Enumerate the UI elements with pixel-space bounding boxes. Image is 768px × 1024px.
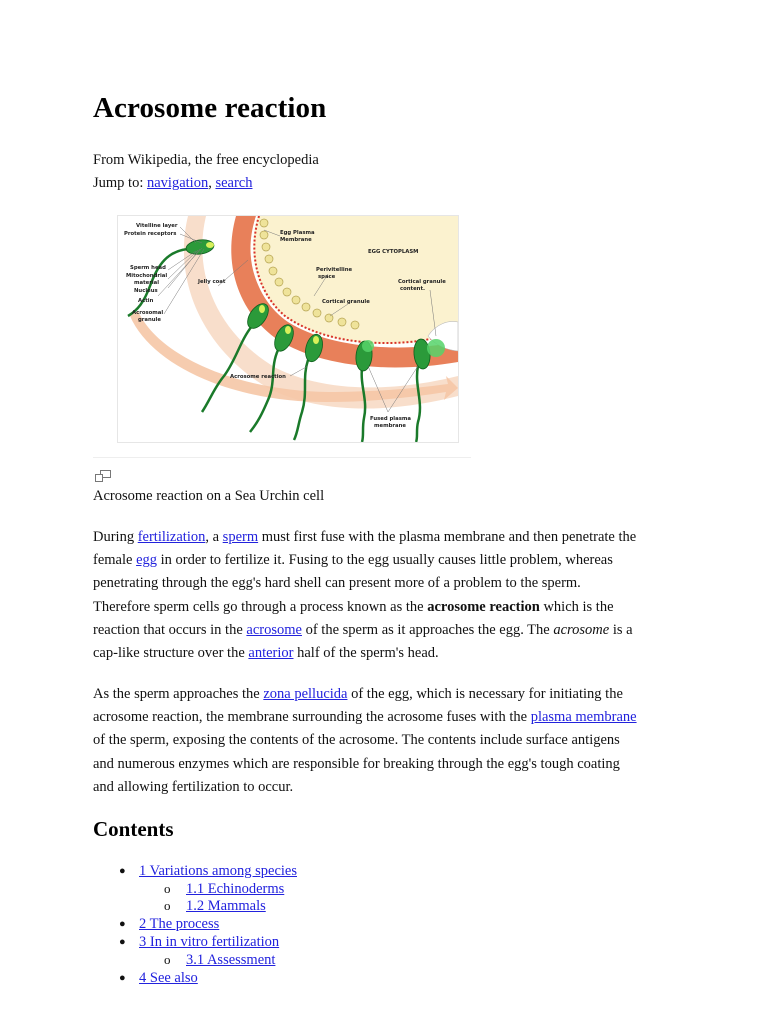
label-vitelline-layer: Vitelline layer <box>136 223 178 229</box>
toc-link-assessment[interactable]: 3.1 Assessment <box>186 952 276 968</box>
toc-link-ivf[interactable]: 3 In in vitro fertilization <box>139 934 280 950</box>
toc-item <box>119 969 198 987</box>
figure-caption: Acrosome reaction on a Sea Urchin cell <box>93 488 325 504</box>
label-perivitelline: Perivitelline <box>316 267 353 273</box>
bold-term: acrosome reaction <box>427 598 540 615</box>
bullet-icon: ● <box>119 972 126 984</box>
label-acrosome-reaction: Acrosome reaction <box>230 374 286 380</box>
toc-item <box>119 915 220 933</box>
label-acrosomal: Acrosomal <box>132 310 164 316</box>
label-content: content. <box>400 286 425 292</box>
bullet-icon: ● <box>119 936 126 948</box>
toc-link-variations[interactable]: 1 Variations among species <box>139 863 297 879</box>
circle-bullet-icon: o <box>164 898 171 913</box>
acrosome-link[interactable]: acrosome <box>246 621 302 638</box>
label-space: space <box>318 274 336 280</box>
circle-bullet-icon: o <box>164 952 171 967</box>
label-egg-plasma: Egg Plasma <box>280 230 315 236</box>
paragraph-approach: As the sperm approaches the zona pellucida of the egg, which is necessary for initiating the acrosome reaction, the membrane surrounding the acrosome fuses with the plasma membrane of the sperm, exposing the contents of the acrosome. The contents include surface antigens and numerous enzymes which are responsible for breaking through the egg's tough coating and allowing fertilization to occur. <box>93 686 637 795</box>
zona-pellucida-link[interactable]: zona pellucida <box>263 686 348 702</box>
jump-to-label: Jump to: <box>93 175 147 191</box>
acrosome-diagram-svg <box>118 216 458 442</box>
label-jelly-coat: Jelly coat <box>198 279 226 285</box>
toc-link-echinoderms[interactable]: 1.1 Echinoderms <box>186 881 285 897</box>
bullet-icon: ● <box>119 918 126 930</box>
toc-item <box>164 897 266 915</box>
label-actin: Actin <box>138 298 154 304</box>
jump-to: Jump to: navigation, search <box>93 175 253 191</box>
italic-term: acrosome <box>553 621 610 638</box>
label-membrane: Membrane <box>280 237 312 243</box>
fertilization-link[interactable]: fertilization <box>137 529 206 545</box>
label-protein-receptors: Protein receptors <box>124 231 177 237</box>
toc-item <box>119 933 280 951</box>
label-fused-plasma: Fused plasma <box>370 416 411 422</box>
toc-item <box>119 862 297 880</box>
label-granule: granule <box>138 317 161 323</box>
page-title: Acrosome reaction <box>93 92 327 124</box>
egg-link[interactable]: egg <box>136 552 158 569</box>
plasma-membrane-link[interactable]: plasma membrane <box>530 709 637 726</box>
acrosome-diagram[interactable] <box>117 215 459 443</box>
circle-bullet-icon: o <box>164 881 171 896</box>
label-cortical-granule-content: Cortical granule <box>398 279 446 285</box>
navigation-link[interactable]: navigation <box>146 175 209 191</box>
search-link[interactable]: search <box>215 175 253 191</box>
label-fused-membrane: membrane <box>374 423 406 429</box>
figure-divider <box>93 457 471 458</box>
bullet-icon: ● <box>119 865 126 877</box>
label-sperm-head: Sperm head <box>130 265 166 271</box>
tagline: From Wikipedia, the free encyclopedia <box>93 152 319 168</box>
enlarge-icon[interactable] <box>95 470 111 482</box>
label-egg-cytoplasm: EGG CYTOPLASM <box>368 249 419 255</box>
toc-item <box>164 951 276 969</box>
toc-link-process[interactable]: 2 The process <box>139 916 220 932</box>
toc-item <box>164 880 285 898</box>
paragraph-intro: During fertilization, a sperm must first fuse with the plasma membrane and then penetrate the female egg in order to fertilize it. Fusing to the egg usually causes little problem, whereas penetrating through the egg's hard shell can present more of a problem to the sperm. Therefore sperm cells go through a process known as the acrosome reaction which is the reaction that occurs in the acrosome of the sperm as it approaches the egg. The acrosome is a cap-like structure over the anterior half of the sperm's head. <box>93 529 637 662</box>
toc-link-see-also[interactable]: 4 See also <box>139 970 198 986</box>
contents-heading: Contents <box>93 817 174 841</box>
label-nucleus: Nucleus <box>134 288 158 294</box>
toc-link-mammals[interactable]: 1.2 Mammals <box>186 898 266 914</box>
label-mitochondrial: Mitochondrial <box>126 273 168 279</box>
anterior-link[interactable]: anterior <box>248 645 294 662</box>
sperm-link[interactable]: sperm <box>222 529 259 545</box>
label-cortical-granule: Cortical granule <box>322 299 370 305</box>
label-material: material <box>134 280 160 286</box>
